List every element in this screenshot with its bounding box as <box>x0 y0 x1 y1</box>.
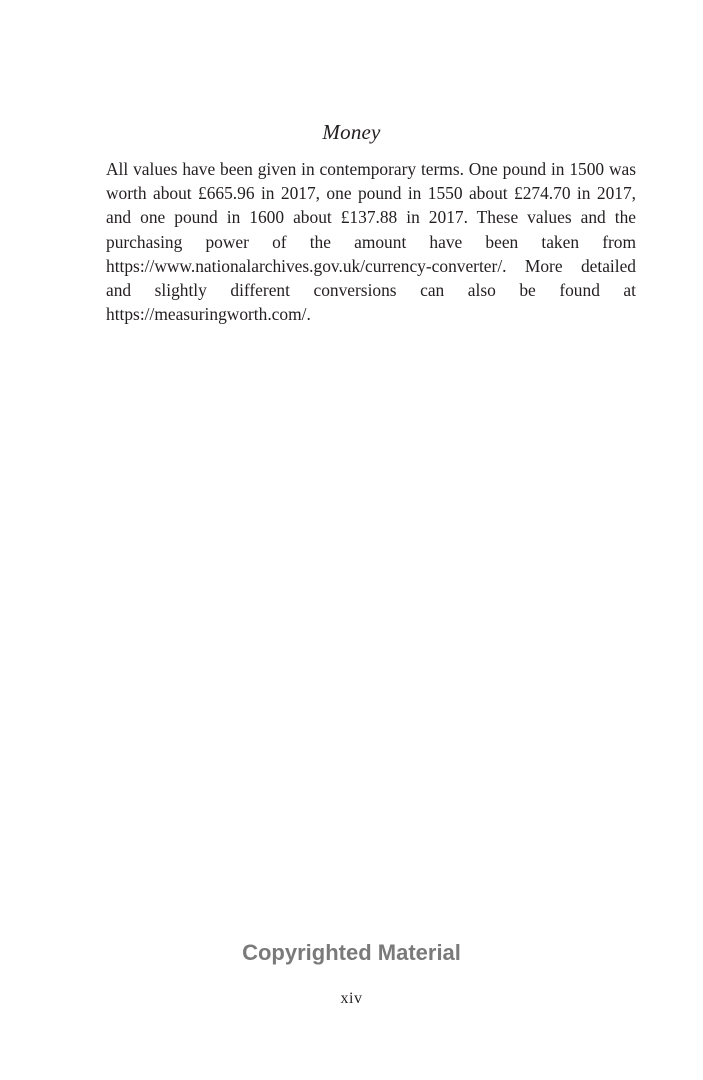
copyright-watermark: Copyrighted Material <box>242 940 461 965</box>
section-heading: Money <box>322 120 381 144</box>
body-paragraph: All values have been given in contemporary terms. One pound in 1500 was worth about £665.96 in 2017, one pound in 1550 about £274.70 in 2017, and one pound in 1600 about £137.88 in 2017. These values and the purchasing power of the amount have been taken from https://www.nationalarchives.gov.uk/currency-converter/. More detailed and slightly different conversions can also be found at https://measuringworth.com/. <box>106 159 636 325</box>
page-number: xiv <box>340 990 363 1007</box>
